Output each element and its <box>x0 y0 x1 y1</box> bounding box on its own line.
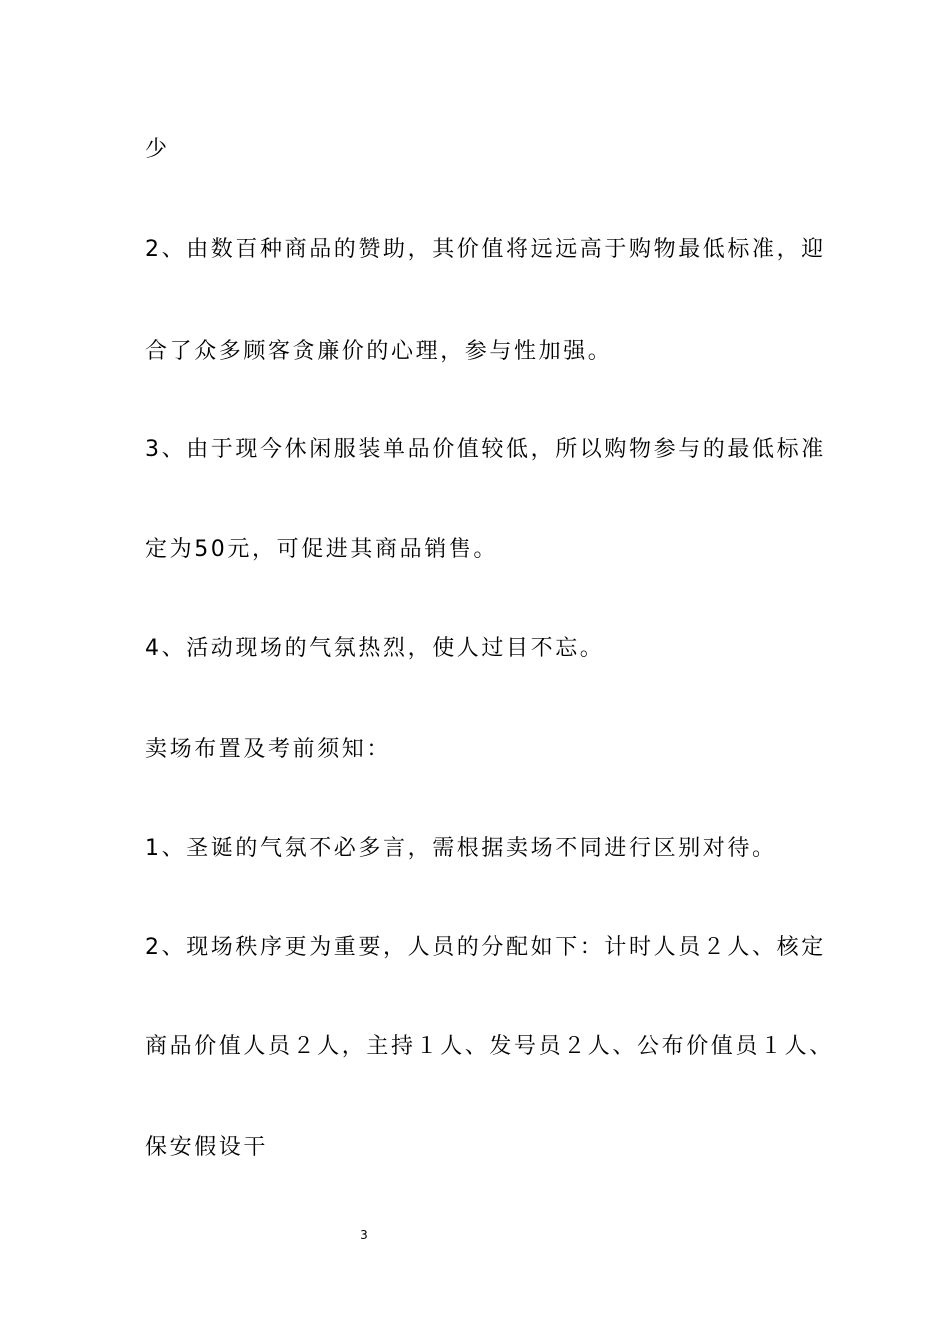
text-line: 合了众多顾客贪廉价的心理，参与性加强。 <box>145 339 613 364</box>
text-line: 3、由于现今休闲服装单品价值较低，所以购物参与的最低标准 <box>145 437 826 462</box>
text-line: 1、圣诞的气氛不必多言，需根据卖场不同进行区别对待。 <box>145 836 777 861</box>
text-line: 4、活动现场的气氛热烈，使人过目不忘。 <box>145 636 605 661</box>
text-line: 商品价值人员２人，主持１人、发号员２人、公布价值员１人、 <box>145 1034 834 1059</box>
text-line: 2、由数百种商品的赞助，其价值将远远高于购物最低标准，迎 <box>145 237 826 262</box>
page-number: 3 <box>360 1228 368 1242</box>
text-line: 定为50元，可促进其商品销售。 <box>145 537 498 562</box>
text-line: 保安假设干 <box>145 1135 269 1160</box>
text-line: 少 <box>145 137 170 162</box>
text-line: 卖场布置及考前须知： <box>145 737 392 762</box>
text-line: 2、现场秩序更为重要，人员的分配如下：计时人员２人、核定 <box>145 935 826 960</box>
